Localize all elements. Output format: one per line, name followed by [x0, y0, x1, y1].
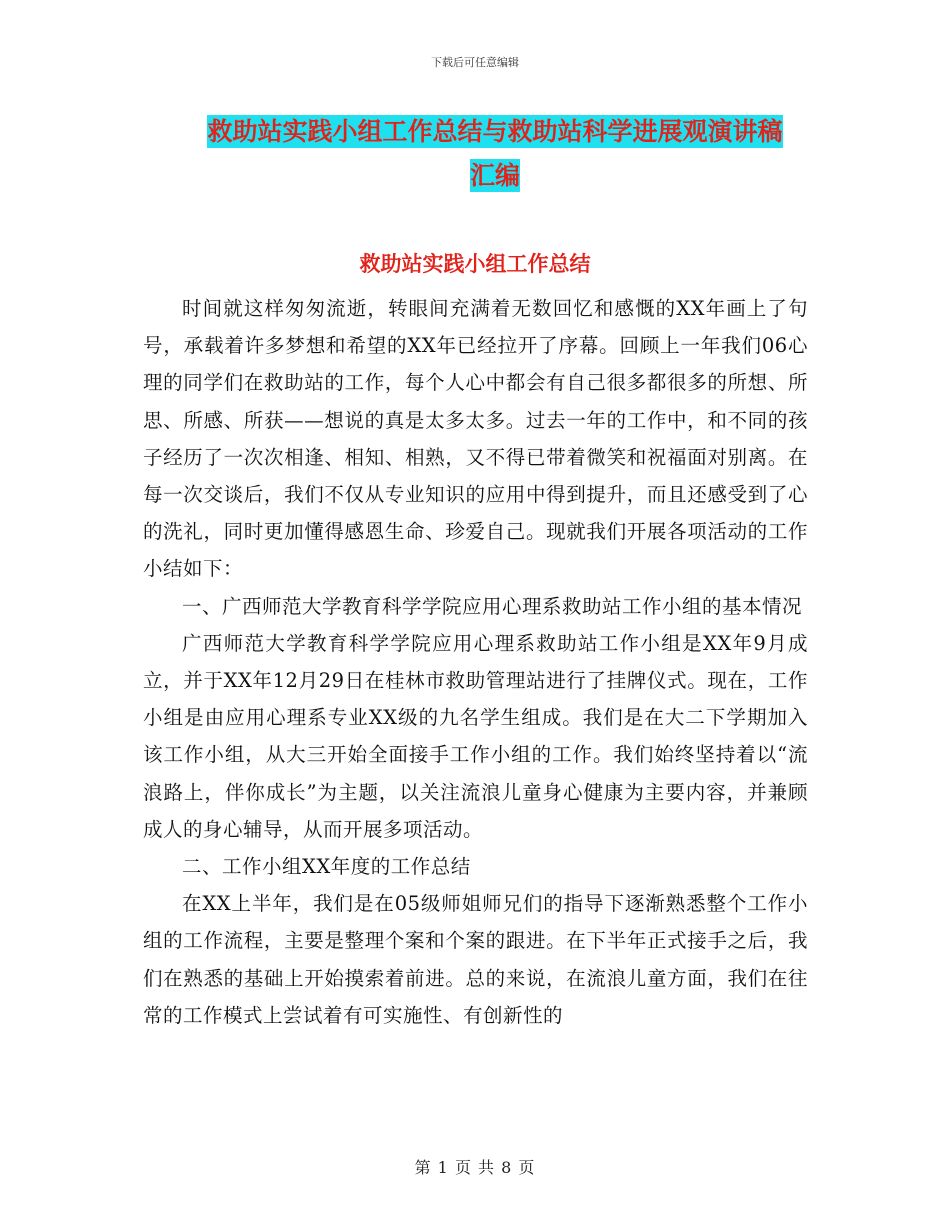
document-title-line-2: 汇编 — [469, 161, 520, 190]
document-title-line-1: 救助站实践小组工作总结与救助站科学进展观演讲稿 — [207, 117, 783, 146]
paragraph: 时间就这样匆匆流逝，转眼间充满着无数回忆和感慨的XX年画上了句号，承载着许多梦想和希望的XX年已经拉开了序幕。回顾上一年我们06心理的同学们在救助站的工作，每个人心中都会有自己很多都很多的所想、所思、所感、所获——想说的真是太多太多。过去一年的工作中，和不同的孩子经历了一次次相逢、相知、相熟，又不得已带着微笑和祝福面对别离。在每一次交谈后，我们不仅从专业知识的应用中得到提升，而且还感受到了心的洗礼，同时更加懂得感恩生命、珍爱自己。现就我们开展各项活动的工作小结如下： — [143, 297, 808, 581]
section-title: 救助站实践小组工作总结 — [359, 252, 591, 276]
page-footer: 第 1 页 共 8 页 — [414, 1158, 536, 1177]
paragraph: 二、工作小组XX年度的工作总结 — [182, 855, 471, 879]
header-note: 下载后可任意编辑 — [431, 56, 519, 69]
paragraph: 广西师范大学教育科学学院应用心理系救助站工作小组是XX年9月成立，并于XX年12月29日在桂林市救助管理站进行了挂牌仪式。现在，工作小组是由应用心理系专业XX级的九名学生组成。我们是在大二下学期加入该工作小组，从大三开始全面接手工作小组的工作。我们始终坚持着以“流浪路上，伴你成长”为主题，以关注流浪儿童身心健康为主要内容，并兼顾成人的身心辅导，从而开展多项活动。 — [143, 631, 808, 841]
document-body — [143, 290, 808, 1034]
paragraph: 在XX上半年，我们是在05级师姐师兄们的指导下逐渐熟悉整个工作小组的工作流程，主要是整理个案和个案的跟进。在下半年正式接手之后，我们在熟悉的基础上开始摸索着前进。总的来说，在流浪儿童方面，我们在往常的工作模式上尝试着有可实施性、有创新性的 — [143, 892, 808, 1027]
paragraph: 一、广西师范大学教育科学学院应用心理系救助站工作小组的基本情况 — [182, 594, 803, 618]
document-title — [150, 110, 840, 198]
